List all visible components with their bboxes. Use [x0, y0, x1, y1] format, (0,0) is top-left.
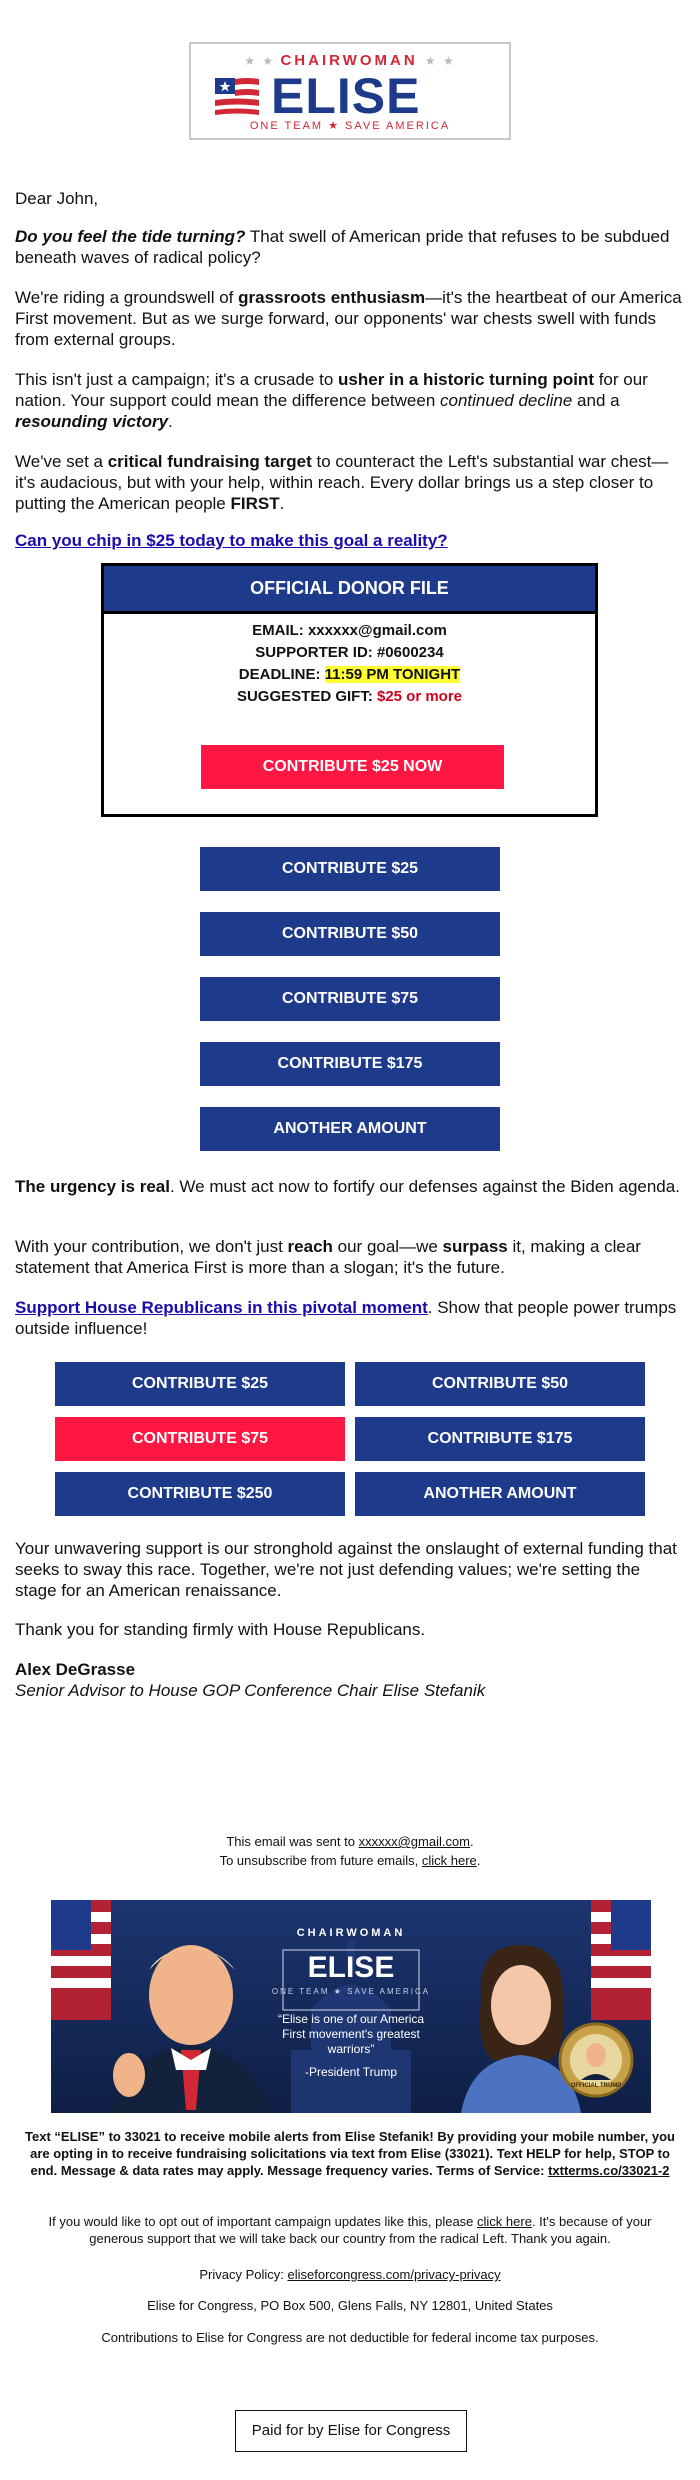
paragraph-5: The urgency is real. We must act now to fortify our defenses against the Biden agenda. — [15, 1177, 680, 1196]
signature-title: Senior Advisor to House GOP Conference Chair Elise Stefanik — [15, 1681, 486, 1700]
footer-optout: If you would like to opt out of important campaign updates like this, please click here. It's because of your generous support that we will take back our country from the radical Left. Thank you again. — [48, 2214, 652, 2246]
footer-privacy: Privacy Policy: eliseforcongress.com/privacy-privacy — [199, 2267, 501, 2282]
promo-banner[interactable] — [51, 1900, 651, 2113]
banner-quote: “Elise is one of our America First movement's greatest warriors” — [277, 2012, 425, 2056]
paragraph-2: We're riding a groundswell of grassroots enthusiasm—it's the heartbeat of our America First movement. But as we surge forward, our opponents' war chests swell with funds from external groups. — [15, 288, 682, 349]
signature — [15, 1659, 685, 1701]
official-donor-file — [101, 563, 598, 817]
banner-seal-text: OFFICIAL TRUMP — [570, 2083, 622, 2089]
banner-logo-sub: ONE TEAM ★ SAVE AMERICA — [271, 1987, 431, 1996]
paid-for-by-box: Paid for by Elise for Congress — [235, 2410, 467, 2452]
grid-contribute-175-button[interactable]: CONTRIBUTE $175 — [355, 1417, 645, 1461]
paragraph-9: Thank you for standing firmly with House Republicans. — [15, 1620, 426, 1639]
another-amount-button[interactable]: ANOTHER AMOUNT — [200, 1107, 500, 1151]
stars-icon: ★ ★ — [424, 54, 456, 68]
contribute-50-button[interactable]: CONTRIBUTE $50 — [200, 912, 500, 956]
sent-to-email-link[interactable]: xxxxxx@gmail.com — [358, 1834, 471, 1849]
paragraph-3: This isn't just a campaign; it's a crusade to usher in a historic turning point for our nation. Your support could mean the difference between continued decline and a resounding victory. — [15, 370, 648, 431]
logo-top-text: CHAIRWOMAN — [280, 52, 418, 69]
cta-link[interactable]: Can you chip in $25 today to make this goal a reality? — [15, 531, 448, 550]
donor-supporter-row: SUPPORTER ID: #0600234 — [255, 644, 444, 661]
grid-contribute-75-button[interactable]: CONTRIBUTE $75 — [55, 1417, 345, 1461]
paragraph-1: Do you feel the tide turning? That swell of American pride that refuses to be subdued beneath waves of radical policy? — [15, 227, 670, 267]
stars-icon: ★ ★ — [244, 54, 281, 68]
footer-sms-terms: Text “ELISE” to 33021 to receive mobile alerts from Elise Stefanik! By providing your mobile number, you are opting in to receive fundraising solicitations via text from Elise (33021). Text HELP for help, STOP to end. Message & data rates may apply. Message frequency varies. Terms of Service: txtterms.co/33021-2 — [25, 2129, 675, 2178]
contribute-75-button[interactable]: CONTRIBUTE $75 — [200, 977, 500, 1021]
paragraph-6: With your contribution, we don't just reach our goal—we surpass it, making a clear statement that America First is more than a slogan; it's the future. — [15, 1237, 641, 1277]
donor-deadline-row: DEADLINE: 11:59 PM TONIGHT — [238, 666, 461, 683]
sms-terms-link[interactable]: txtterms.co/33021-2 — [548, 2163, 670, 2178]
logo-tagline: ONE TEAM ★ SAVE AMERICA — [249, 120, 451, 132]
donor-file-title: OFFICIAL DONOR FILE — [104, 566, 595, 614]
header-logo — [189, 42, 511, 140]
donor-email-row: EMAIL: xxxxxx@gmail.com — [252, 622, 447, 639]
banner-logo-top: CHAIRWOMAN — [296, 1927, 406, 1939]
footer-unsubscribe: To unsubscribe from future emails, click here. — [219, 1853, 481, 1868]
contribute-25-button[interactable]: CONTRIBUTE $25 — [200, 847, 500, 891]
optout-link[interactable]: click here — [477, 2214, 532, 2229]
paragraph-7: Support House Republicans in this pivotal moment. Show that people power trumps outside influence! — [15, 1298, 677, 1338]
footer-sent-to: This email was sent to xxxxxx@gmail.com. — [226, 1834, 474, 1849]
grid-contribute-25-button[interactable]: CONTRIBUTE $25 — [55, 1362, 345, 1406]
privacy-policy-link[interactable]: eliseforcongress.com/privacy-privacy — [287, 2267, 501, 2282]
footer-address: Elise for Congress, PO Box 500, Glens Falls, NY 12801, United States — [147, 2298, 553, 2313]
deadline-highlight: 11:59 PM TONIGHT — [324, 666, 461, 683]
signature-name: Alex DeGrasse — [15, 1660, 136, 1679]
grid-contribute-250-button[interactable]: CONTRIBUTE $250 — [55, 1472, 345, 1516]
unsubscribe-link[interactable]: click here — [421, 1853, 477, 1868]
paragraph-4: We've set a critical fundraising target to counteract the Left's substantial war chest—it's audacious, but with your help, within reach. Every dollar brings us a step closer to putting the American people FIRST. — [15, 452, 669, 513]
paragraph-8: Your unwavering support is our stronghold against the onslaught of external funding that seeks to sway this race. Together, we're not just defending values; we're setting the stage for an American renaissance. — [15, 1539, 677, 1600]
contribute-25-now-button[interactable]: CONTRIBUTE $25 NOW — [201, 745, 504, 789]
grid-contribute-50-button[interactable]: CONTRIBUTE $50 — [355, 1362, 645, 1406]
cta-paragraph — [15, 530, 685, 551]
support-house-republicans-link[interactable]: Support House Republicans in this pivotal moment — [15, 1298, 428, 1317]
logo-main-text: ELISE — [271, 68, 421, 124]
grid-another-amount-button[interactable]: ANOTHER AMOUNT — [355, 1472, 645, 1516]
banner-attribution: -President Trump — [304, 2065, 398, 2079]
footer-tax-disclaimer: Contributions to Elise for Congress are not deductible for federal income tax purposes. — [101, 2330, 599, 2345]
flag-icon — [211, 74, 263, 118]
greeting: Dear John, — [15, 189, 99, 208]
donor-gift-row: SUGGESTED GIFT: $25 or more — [236, 688, 463, 705]
contribute-175-button[interactable]: CONTRIBUTE $175 — [200, 1042, 500, 1086]
banner-logo-main: ELISE — [307, 1951, 395, 1984]
